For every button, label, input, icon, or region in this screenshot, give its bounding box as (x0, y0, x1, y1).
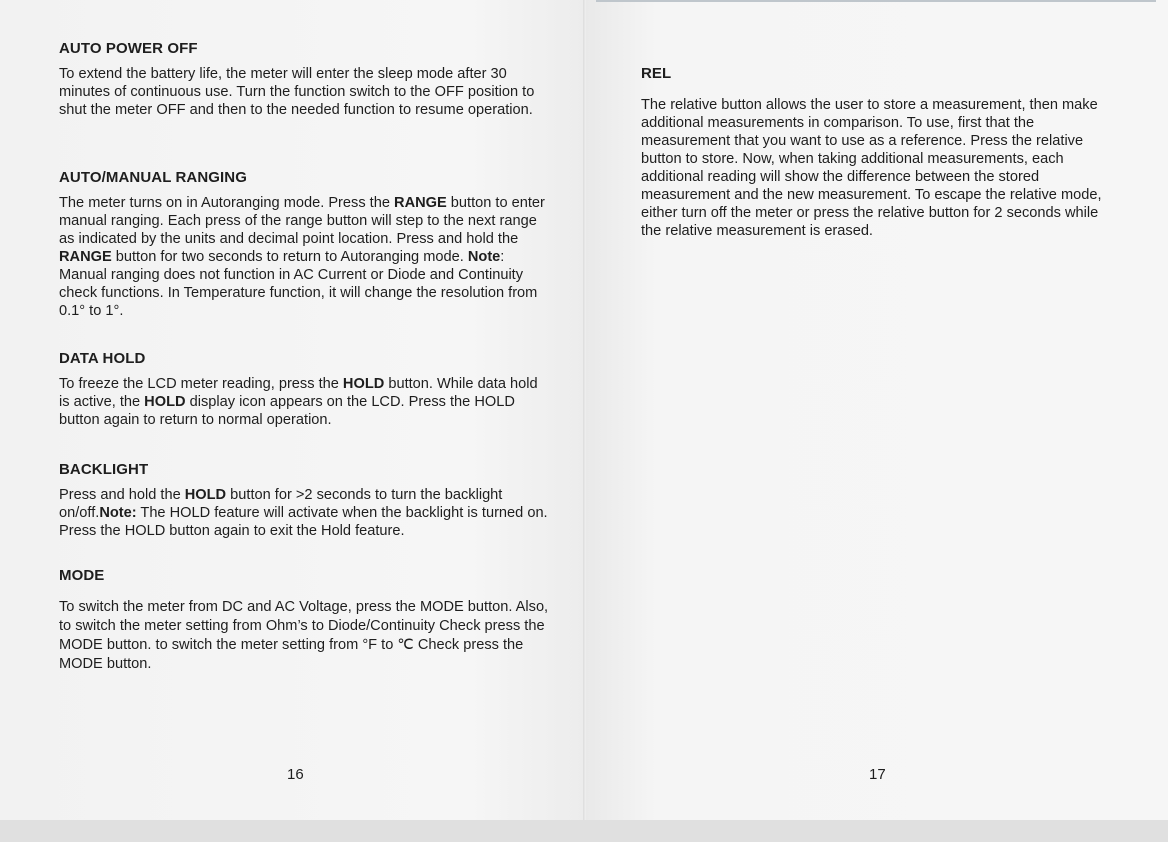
section-heading: AUTO/MANUAL RANGING (59, 169, 248, 186)
section-body: To switch the meter from DC and AC Voltage, press the MODE button. Also, to switch the meter setting from Ohm’s to Diode/Continuity Check press the MODE button. to switch the meter setting from °F to ℃ Check press the MODE button. (59, 599, 549, 672)
section-heading: DATA HOLD (59, 350, 146, 367)
section-mode (59, 567, 549, 674)
section-heading: BACKLIGHT (59, 461, 149, 478)
section-body: The relative button allows the user to store a measurement, then make additional measurements in comparison. To use, first that the measurement that you want to use as a reference. Press the relative button to store. Now, when taking additional measurements, each additional reading will show the difference between the stored measurement and the new measurement. To escape the relative mode, either turn off the meter or press the relative button for 2 seconds while the relative measurement is erased. (641, 97, 1102, 239)
page-number: 17 (869, 766, 886, 783)
page-top-edge (596, 0, 1156, 2)
left-page (0, 0, 586, 820)
section-heading: REL (641, 65, 672, 82)
page-number: 16 (287, 766, 304, 783)
section-rel (641, 65, 1111, 240)
section-heading: AUTO POWER OFF (59, 40, 198, 57)
section-backlight (59, 461, 549, 540)
section-auto-power-off (59, 40, 549, 119)
scan-bottom-edge (0, 820, 1168, 842)
section-body: To freeze the LCD meter reading, press the HOLD button. While data hold is active, the HOLD display icon appears on the LCD. Press the HOLD button again to return to normal operation. (59, 376, 538, 428)
section-heading: MODE (59, 567, 105, 584)
section-auto-manual-ranging (59, 169, 549, 320)
right-page (586, 0, 1168, 820)
section-data-hold (59, 350, 549, 429)
section-body: To extend the battery life, the meter will enter the sleep mode after 30 minutes of continuous use. Turn the function switch to the OFF position to shut the meter OFF and then to the needed function to resume operation. (59, 66, 535, 118)
section-body: Press and hold the HOLD button for >2 seconds to turn the backlight on/off.Note: The HOLD feature will activate when the backlight is turned on. Press the HOLD button again to exit the Hold feature. (59, 487, 548, 539)
section-body: The meter turns on in Autoranging mode. Press the RANGE button to enter manual ranging. Each press of the range button will step to the next range as indicated by the units and decimal point location. Press and hold the RANGE button for two seconds to return to Autoranging mode. Note: Manual ranging does not function in AC Current or Diode and Continuity check functions. In Temperature function, it will change the resolution from 0.1° to 1°. (59, 195, 545, 319)
